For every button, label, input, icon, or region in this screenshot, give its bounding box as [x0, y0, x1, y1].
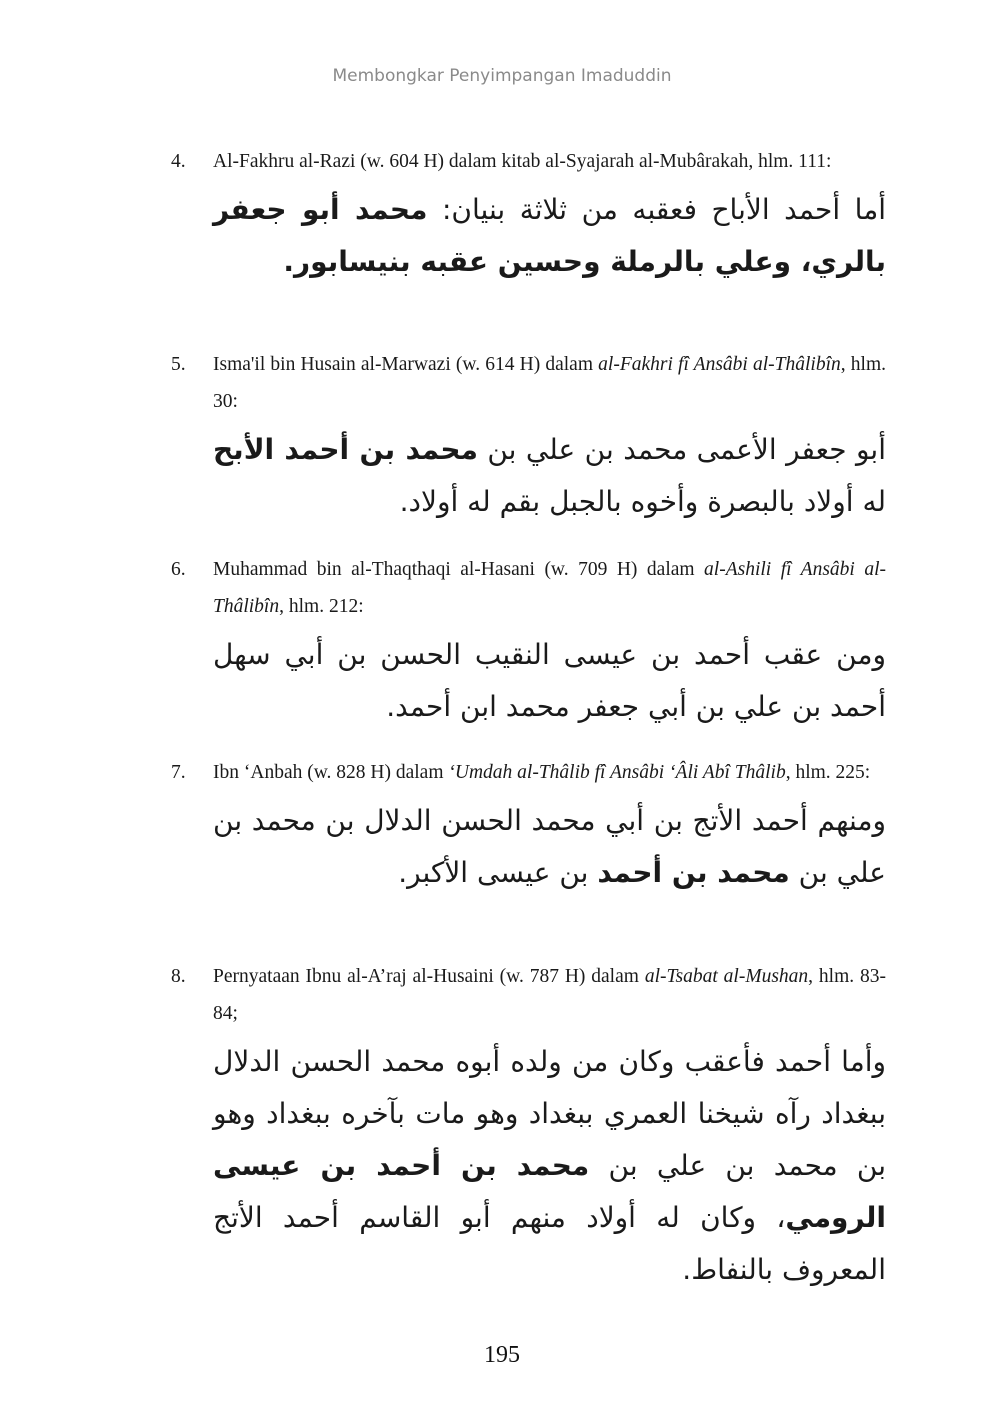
arabic-bold-text: محمد بن أحمد: [597, 856, 790, 889]
citation-entry-7: [0, 754, 1004, 899]
arabic-quote: [213, 795, 886, 899]
arabic-quote: [213, 1036, 886, 1296]
arabic-bold-text: محمد بن أحمد الأبح: [213, 433, 478, 466]
citation-entry-6: [0, 551, 1004, 733]
arabic-text: ومن عقب أحمد بن عيسى النقيب الحسن بن أبي سهل أحمد بن علي بن أبي جعفر محمد ابن أحمد.: [213, 638, 886, 723]
source-title: al-Tsabat al-Mushan: [644, 966, 809, 987]
citation-entry-8: [0, 958, 1004, 1296]
entry-number: 8.: [171, 966, 186, 987]
arabic-text: أما أحمد الأباح فعقبه من ثلاثة بنيان:: [427, 193, 886, 226]
source-page: , hlm. 30:: [213, 354, 887, 412]
source-title: ‘Umdah al-Thâlib fî Ansâbi ‘Âli Abî Thâlib: [448, 762, 786, 783]
arabic-text: أبو جعفر الأعمى محمد بن علي بن: [477, 433, 886, 466]
entry-number: 4.: [171, 151, 186, 172]
arabic-quote: [213, 629, 886, 733]
citation-source: [171, 754, 886, 791]
source-page: , hlm. 225:: [785, 762, 871, 783]
arabic-text: ومنهم أحمد الأتج بن أبي محمد الحسن الدلال بن محمد بن علي بن: [213, 804, 886, 889]
citation-source: [171, 958, 886, 1032]
arabic-bold-text: محمد أبو جعفر بالري، وعلي بالرملة وحسين عقبه بنيسابور.: [213, 193, 886, 278]
entry-number: 5.: [171, 354, 186, 375]
page-number: 195: [484, 1342, 520, 1368]
arabic-text: بن عيسى الأكبر.: [398, 856, 598, 889]
citation-source: [171, 551, 886, 625]
source-title: al-Ashili fî Ansâbi al-Thâlibîn: [213, 559, 886, 617]
citation-source: [171, 143, 886, 180]
entry-number: 6.: [171, 559, 186, 580]
source-text: Ibn ‘Anbah (w. 828 H) dalam: [213, 762, 449, 783]
source-title: al-Fakhri fî Ansâbi al-Thâlibîn: [598, 354, 841, 375]
citation-entry-5: [0, 346, 1004, 528]
arabic-text: وأما أحمد فأعقب وكان من ولده أبوه محمد الحسن الدلال ببغداد رآه شيخنا العمري ببغداد وهو مات بآخره ببغداد وهو بن محمد بن علي بن: [213, 1045, 886, 1182]
arabic-text: ، وكان له أولاد منهم أبو القاسم أحمد الأتج المعروف بالنفاط.: [213, 1201, 886, 1286]
arabic-quote: [213, 424, 886, 528]
arabic-bold-text: محمد بن أحمد بن عيسى الرومي: [213, 1149, 886, 1234]
source-text: Al-Fakhru al-Razi (w. 604 H) dalam kitab al-Syajarah al-Mubârakah, hlm. 111:: [213, 151, 832, 172]
source-text: Muhammad bin al-Thaqthaqi al-Hasani (w. 709 H) dalam: [213, 559, 705, 580]
source-text: Pernyataan Ibnu al-A’raj al-Husaini (w. 787 H) dalam: [213, 966, 645, 987]
source-text: Isma'il bin Husain al-Marwazi (w. 614 H) dalam: [213, 354, 599, 375]
entry-number: 7.: [171, 762, 186, 783]
arabic-text: له أولاد بالبصرة وأخوه بالجبل بقم له أولاد.: [399, 485, 886, 518]
arabic-quote: [213, 184, 886, 288]
citation-source: [171, 346, 887, 420]
source-page: , hlm. 212:: [279, 596, 364, 617]
citation-entry-4: [0, 143, 1004, 288]
source-page: , hlm. 83-84;: [213, 966, 886, 1024]
running-header: Membongkar Penyimpangan Imaduddin: [332, 66, 672, 86]
